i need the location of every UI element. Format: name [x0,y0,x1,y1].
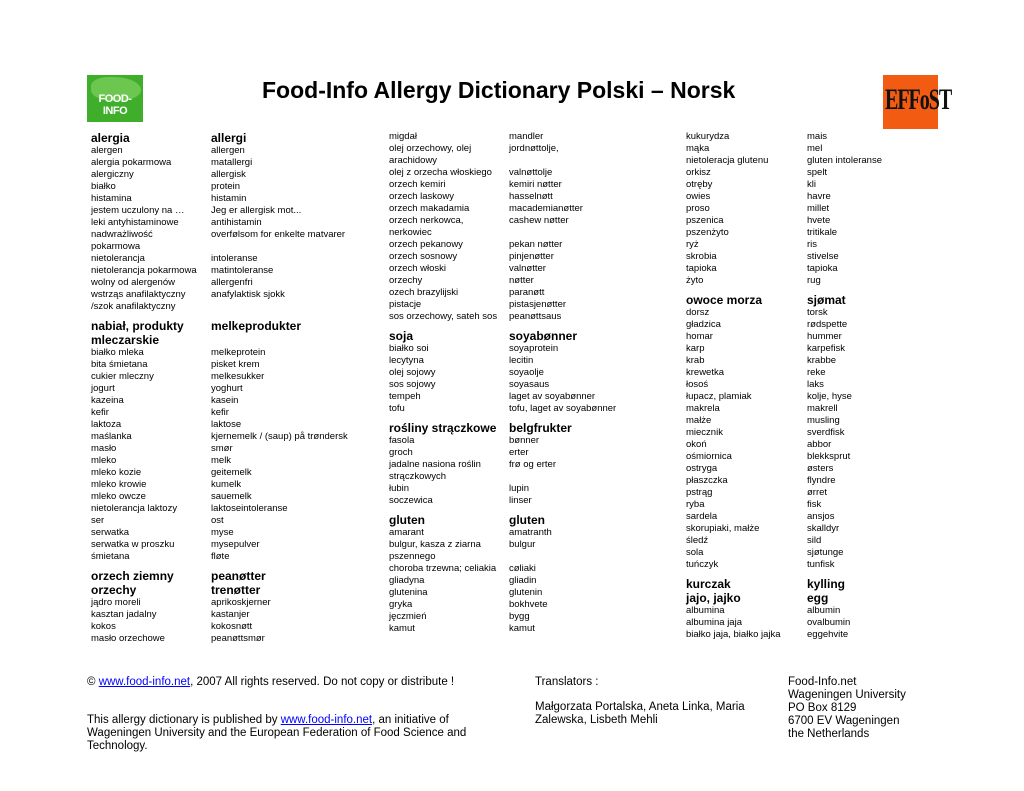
dictionary-entry: tunfisk [807,559,835,570]
dictionary-entry: olej z orzecha włoskiego [389,167,492,178]
dictionary-entry: anafylaktisk sjokk [211,289,285,300]
dictionary-entry: orzech makadamia [389,203,470,214]
dictionary-entry: skorupiaki, małże [686,523,760,534]
dictionary-entry: sild [807,535,822,546]
dictionary-entry [509,227,616,239]
dictionary-entry: mais [807,131,828,142]
dictionary-entry: lupin [509,483,530,494]
dictionary-entry: bønner [509,435,540,446]
dictionary-entry: fasola [389,435,415,446]
dictionary-entry: tapioka [686,263,717,274]
dictionary-entry: ośmiornica [686,451,732,462]
dictionary-entry: fisk [807,499,822,510]
dictionary-entry: alergiczny [91,169,134,180]
dictionary-entry: orzech nerkowca, [389,215,464,226]
dictionary-entry: alergen [91,145,123,156]
dictionary-entry: peanøttsmør [211,633,265,644]
dictionary-entry: albumina [686,605,725,616]
dictionary-entry: millet [807,203,830,214]
dictionary-entry: frø og erter [509,459,556,470]
section-heading: peanøtter [211,569,266,583]
dictionary-entry: kefir [211,407,229,418]
dictionary-entry: albumin [807,605,841,616]
dictionary-entry: ris [807,239,818,250]
dictionary-entry: mleko [91,455,117,466]
dictionary-entry: paranøtt [509,287,545,298]
dictionary-entry: bulgur [509,539,536,550]
dictionary-entry: migdał [389,131,417,142]
column-polish-2 [389,131,497,635]
dictionary-entry: tofu, laget av soyabønner [509,403,617,414]
dictionary-entry: allergenfri [211,277,253,288]
dictionary-entry: /szok anafilaktyczny [91,301,176,312]
dictionary-entry: otręby [686,179,713,190]
dictionary-entry: bulgur, kasza z ziarna [389,539,481,550]
dictionary-entry: serwatka [91,527,130,538]
dictionary-entry: amarant [389,527,424,538]
dictionary-entry: pokarmowa [91,241,141,252]
column-norwegian-1 [211,131,348,645]
dictionary-entry: cashew nøtter [509,215,569,226]
copyright-symbol: © [87,676,96,688]
logo-text-effost: EFFoST [885,83,952,117]
dictionary-entry: jadalne nasiona roślin [389,459,481,470]
dictionary-entry: soyaolje [509,367,544,378]
dictionary-entry: nietolerancja [91,253,145,264]
dictionary-entry: valnøtter [509,263,546,274]
dictionary-entry: pstrąg [686,487,713,498]
dictionary-entry: małże [686,415,712,426]
dictionary-entry: valnøttolje [509,167,553,178]
dictionary-entry: białko jaja, białko jajka [686,629,781,640]
dictionary-entry: flyndre [807,475,836,486]
dictionary-entry: glutenin [509,587,543,598]
dictionary-entry: białko [91,181,116,192]
dictionary-entry: lecytyna [389,355,424,366]
dictionary-entry: linser [509,495,532,506]
dictionary-entry: torsk [807,307,828,318]
dictionary-entry: ansjos [807,511,835,522]
dictionary-entry: hasselnøtt [509,191,553,202]
section-heading: jajo, jajko [686,591,741,605]
dictionary-entry: ryba [686,499,705,510]
dictionary-entry [509,551,616,563]
dictionary-entry: nøtter [509,275,534,286]
dictionary-entry: masło orzechowe [91,633,165,644]
dictionary-entry: kumelk [211,479,242,490]
section-heading: owoce morza [686,293,763,307]
dictionary-entry: wstrząs anafilaktyczny [91,289,186,300]
dictionary-entry: tritikale [807,227,838,238]
dictionary-entry: płaszczka [686,475,728,486]
section-heading: sjømat [807,293,846,307]
dictionary-entry: pszenica [686,215,724,226]
section-heading: alergia [91,131,130,145]
section-heading: kylling [807,577,846,591]
dictionary-entry: cukier mleczny [91,371,154,382]
dictionary-entry: jordnøttolje, [509,143,559,154]
dictionary-entry: serwatka w proszku [91,539,175,550]
dictionary-entry: orzech pekanowy [389,239,463,250]
section-heading: allergi [211,131,247,145]
dictionary-entry: erter [509,447,529,458]
dictionary-entry: kazeina [91,395,124,406]
dictionary-entry: kolje, hyse [807,391,852,402]
dictionary-entry: kefir [91,407,109,418]
dictionary-entry: lecitin [509,355,534,366]
dictionary-entry: mleko owcze [91,491,146,502]
dictionary-entry: eggehvite [807,629,849,640]
dictionary-entry: skalldyr [807,523,840,534]
dictionary-entry: soyasaus [509,379,550,390]
dictionary-entry [509,155,616,167]
dictionary-entry: laktose [211,419,242,430]
dictionary-entry: gryka [389,599,413,610]
page-title: Food-Info Allergy Dictionary Polski – Norsk [262,77,736,103]
dictionary-entry: orzech kemiri [389,179,446,190]
dictionary-entry: fløte [211,551,230,562]
section-heading: trenøtter [211,583,261,597]
dictionary-entry: pekan nøtter [509,239,563,250]
dictionary-entry: śledź [686,535,709,546]
dictionary-entry: orzechy [389,275,423,286]
dictionary-entry: gliadyna [389,575,425,586]
section-heading: gluten [389,513,425,527]
dictionary-entry: kemiri nøtter [509,179,562,190]
dictionary-entry: łubin [389,483,410,494]
dictionary-entry: smør [211,443,233,454]
translators-names: Małgorzata Portalska, Aneta Linka, Maria Zalewska, Lisbeth Mehli [535,701,745,726]
column-polish-3 [686,131,781,641]
dictionary-entry: kjernemelk / (saup) på trøndersk [211,431,348,442]
dictionary-entry: gliadin [509,575,537,586]
dictionary-entry: peanøttsaus [509,311,562,322]
dictionary-entry: melk [211,455,232,466]
section-heading: belgfrukter [509,421,572,435]
dictionary-entry: skrobia [686,251,717,262]
dictionary-entry: tofu [389,403,405,414]
dictionary-entry: orzech włoski [389,263,447,274]
dictionary-entry: jestem uczulony na … [91,205,185,216]
dictionary-entry [509,471,616,483]
dictionary-entry: histamina [91,193,132,204]
dictionary-entry: sos orzechowy, sateh sos [389,311,498,322]
section-heading: rośliny strączkowe [389,421,497,435]
dictionary-entry: kamut [389,623,415,634]
dictionary-entry: hummer [807,331,842,342]
section-heading: gluten [509,513,545,527]
dictionary-entry: śmietana [91,551,130,562]
dictionary-entry: homar [686,331,713,342]
dictionary-entry: soczewica [389,495,433,506]
dictionary-entry: orkisz [686,167,711,178]
dictionary-entry: mleko krowie [91,479,147,490]
dictionary-entry: sardela [686,511,718,522]
dictionary-entry: dorsz [686,307,710,318]
dictionary-entry: białko mleka [91,347,144,358]
dictionary-entry: melkeprotein [211,347,266,358]
section-heading: soyabønner [509,329,578,343]
dictionary-entry: matallergi [211,157,253,168]
dictionary-entry: ostryga [686,463,718,474]
dictionary-entry: nadwrażliwość [91,229,153,240]
dictionary-entry: choroba trzewna; celiakia [389,563,497,574]
dictionary-entry: jogurt [91,383,115,394]
dictionary-entry: makrell [807,403,838,414]
dictionary-entry: rug [807,275,821,286]
dictionary-entry: groch [389,447,413,458]
dictionary-entry: stivelse [807,251,839,262]
column-polish-1 [91,131,197,645]
dictionary-entry: allergisk [211,169,246,180]
address-block [788,676,906,741]
dictionary-entry: jęczmień [389,611,427,622]
dictionary-entry: histamin [211,193,247,204]
dictionary-entry: tempeh [389,391,421,402]
dictionary-entry: kasein [211,395,239,406]
dictionary-entry [211,301,348,313]
dictionary-entry: sola [686,547,704,558]
address-line: Food-Info.net [788,676,857,688]
dictionary-entry: musling [807,415,840,426]
dictionary-entry: kli [807,179,816,190]
dictionary-entry: albumina jaja [686,617,742,628]
dictionary-entry: ost [211,515,224,526]
dictionary-entry: bokhvete [509,599,548,610]
dictionary-entry: laks [807,379,824,390]
dictionary-entry: glutenina [389,587,428,598]
dictionary-entry: ozech brazylijski [389,287,459,298]
section-heading: melkeprodukter [211,319,302,333]
dictionary-entry: olej sojowy [389,367,436,378]
dictionary-entry: kukurydza [686,131,730,142]
logo-text-food-info: FOOD-INFO [98,93,132,117]
dictionary-entry: łupacz, plamiak [686,391,752,402]
dictionary-entry: mel [807,143,823,154]
section-heading: mleczarskie [91,333,160,347]
dictionary-entry: łosoś [686,379,709,390]
dictionary-entry: maślanka [91,431,132,442]
dictionary-entry: ser [91,515,105,526]
dictionary-entry: allergen [211,145,245,156]
dictionary-entry: kamut [509,623,535,634]
dictionary-entry: żyto [686,275,704,286]
address-line: 6700 EV Wageningen [788,715,900,727]
dictionary-entry: masło [91,443,117,454]
dictionary-entry: rødspette [807,319,848,330]
dictionary-entry: cøliaki [509,563,536,574]
dictionary-entry: kasztan jadalny [91,609,157,620]
published-pre: This allergy dictionary is published by [87,714,278,726]
dictionary-entry: pinjenøtter [509,251,554,262]
copyright-text: , 2007 All rights reserved. Do not copy or distribute ! [190,676,455,688]
dictionary-entry: nietolerancja pokarmowa [91,265,197,276]
dictionary-entry: laget av soyabønner [509,391,596,402]
dictionary-entry: kastanjer [211,609,250,620]
address-line: the Netherlands [788,728,870,740]
dictionary-entry: alergia pokarmowa [91,157,172,168]
dictionary-entry: wolny od alergenów [91,277,175,288]
dictionary-entry: mysepulver [211,539,260,550]
section-heading: egg [807,591,829,605]
copyright-line [87,676,454,689]
dictionary-entry: jądro moreli [91,597,141,608]
address-line: Wageningen University [788,689,906,701]
food-info-link[interactable]: www.food-info.net [98,676,191,688]
dictionary-entry: pistasjenøtter [509,299,567,310]
dictionary-entry: kokos [91,621,116,632]
dictionary-entry: tuńczyk [686,559,719,570]
dictionary-entry: proso [686,203,710,214]
section-heading: nabiał, produkty [91,319,184,333]
dictionary-entry: nerkowiec [389,227,432,238]
dictionary-entry: sos sojowy [389,379,436,390]
published-link[interactable]: www.food-info.net [280,714,373,726]
dictionary-entry: ørret [807,487,828,498]
dictionary-entry: krewetka [686,367,725,378]
dictionary-entry: antihistamin [211,217,262,228]
dictionary-entry: intoleranse [211,253,258,264]
dictionary-entry: abbor [807,439,832,450]
dictionary-entry: blekksprut [807,451,851,462]
column-norwegian-3 [807,131,882,641]
dictionary-entry: gładzica [686,319,721,330]
dictionary-entry: nietoleracja glutenu [686,155,769,166]
dictionary-entry: østers [807,463,834,474]
dictionary-entry: melkesukker [211,371,265,382]
address-line: PO Box 8129 [788,702,857,714]
dictionary-entry: ryż [686,239,699,250]
section-heading: soja [389,329,414,343]
dictionary-entry: mleko kozie [91,467,142,478]
dictionary-entry: matintoleranse [211,265,274,276]
dictionary-entry: myse [211,527,234,538]
dictionary-entry: orzech laskowy [389,191,454,202]
dictionary-entry: geitemelk [211,467,252,478]
dictionary-entry [211,241,348,253]
dictionary-entry: aprikoskjerner [211,597,271,608]
dictionary-entry: krabbe [807,355,837,366]
dictionary-entry: strączkowych [389,471,447,482]
dictionary-entry: amatranth [509,527,552,538]
dictionary-entry: ovalbumin [807,617,851,628]
dictionary-entry: białko soi [389,343,429,354]
logo-food-info [87,75,143,122]
dictionary-entry: reke [807,367,826,378]
dictionary-entry: kokosnøtt [211,621,253,632]
dictionary-entry: pistacje [389,299,422,310]
dictionary-entry: pszenżyto [686,227,729,238]
dictionary-entry: pszennego [389,551,436,562]
dictionary-entry: olej orzechowy, olej [389,143,472,154]
dictionary-entry: gluten intoleranse [807,155,882,166]
dictionary-entry: overfølsom for enkelte matvarer [211,229,346,240]
section-heading [211,333,348,347]
section-heading: kurczak [686,577,731,591]
dictionary-entry: sverdfisk [807,427,845,438]
translators-label: Translators : [535,676,599,688]
dictionary-entry: tapioka [807,263,838,274]
section-heading: orzechy [91,583,137,597]
dictionary-entry: owies [686,191,711,202]
dictionary-entry: karp [686,343,705,354]
dictionary-entry: okoń [686,439,707,450]
dictionary-entry: nietolerancja laktozy [91,503,178,514]
published-post: , an initiative of Wageningen University and the European Federation of Food Science and Technology. [87,714,467,752]
dictionary-entry: spelt [807,167,828,178]
dictionary-entry: soyaprotein [509,343,559,354]
dictionary-entry: sauemelk [211,491,252,502]
column-norwegian-2 [509,131,616,635]
dictionary-entry: havre [807,191,831,202]
dictionary-entry: krab [686,355,705,366]
dictionary-entry: karpefisk [807,343,846,354]
dictionary-entry: leki antyhistaminowe [91,217,179,228]
dictionary-entry: laktoseintoleranse [211,503,288,514]
dictionary-entry: miecznik [686,427,723,438]
dictionary-entry: Jeg er allergisk mot... [211,205,302,216]
dictionary-entry: mąka [686,143,710,154]
dictionary-entry: arachidowy [389,155,438,166]
published-note [87,714,507,753]
dictionary-entry: sjøtunge [807,547,844,558]
dictionary-entry: orzech sosnowy [389,251,458,262]
dictionary-entry: bygg [509,611,530,622]
dictionary-entry: hvete [807,215,831,226]
dictionary-entry: laktoza [91,419,122,430]
dictionary-entry: makrela [686,403,720,414]
dictionary-entry: bita śmietana [91,359,148,370]
dictionary-entry: mandler [509,131,544,142]
logo-effost [883,75,952,129]
dictionary-entry: pisket krem [211,359,260,370]
dictionary-entry: protein [211,181,241,192]
dictionary-entry: yoghurt [211,383,243,394]
dictionary-entry: macademianøtter [509,203,583,214]
section-heading: orzech ziemny [91,569,174,583]
